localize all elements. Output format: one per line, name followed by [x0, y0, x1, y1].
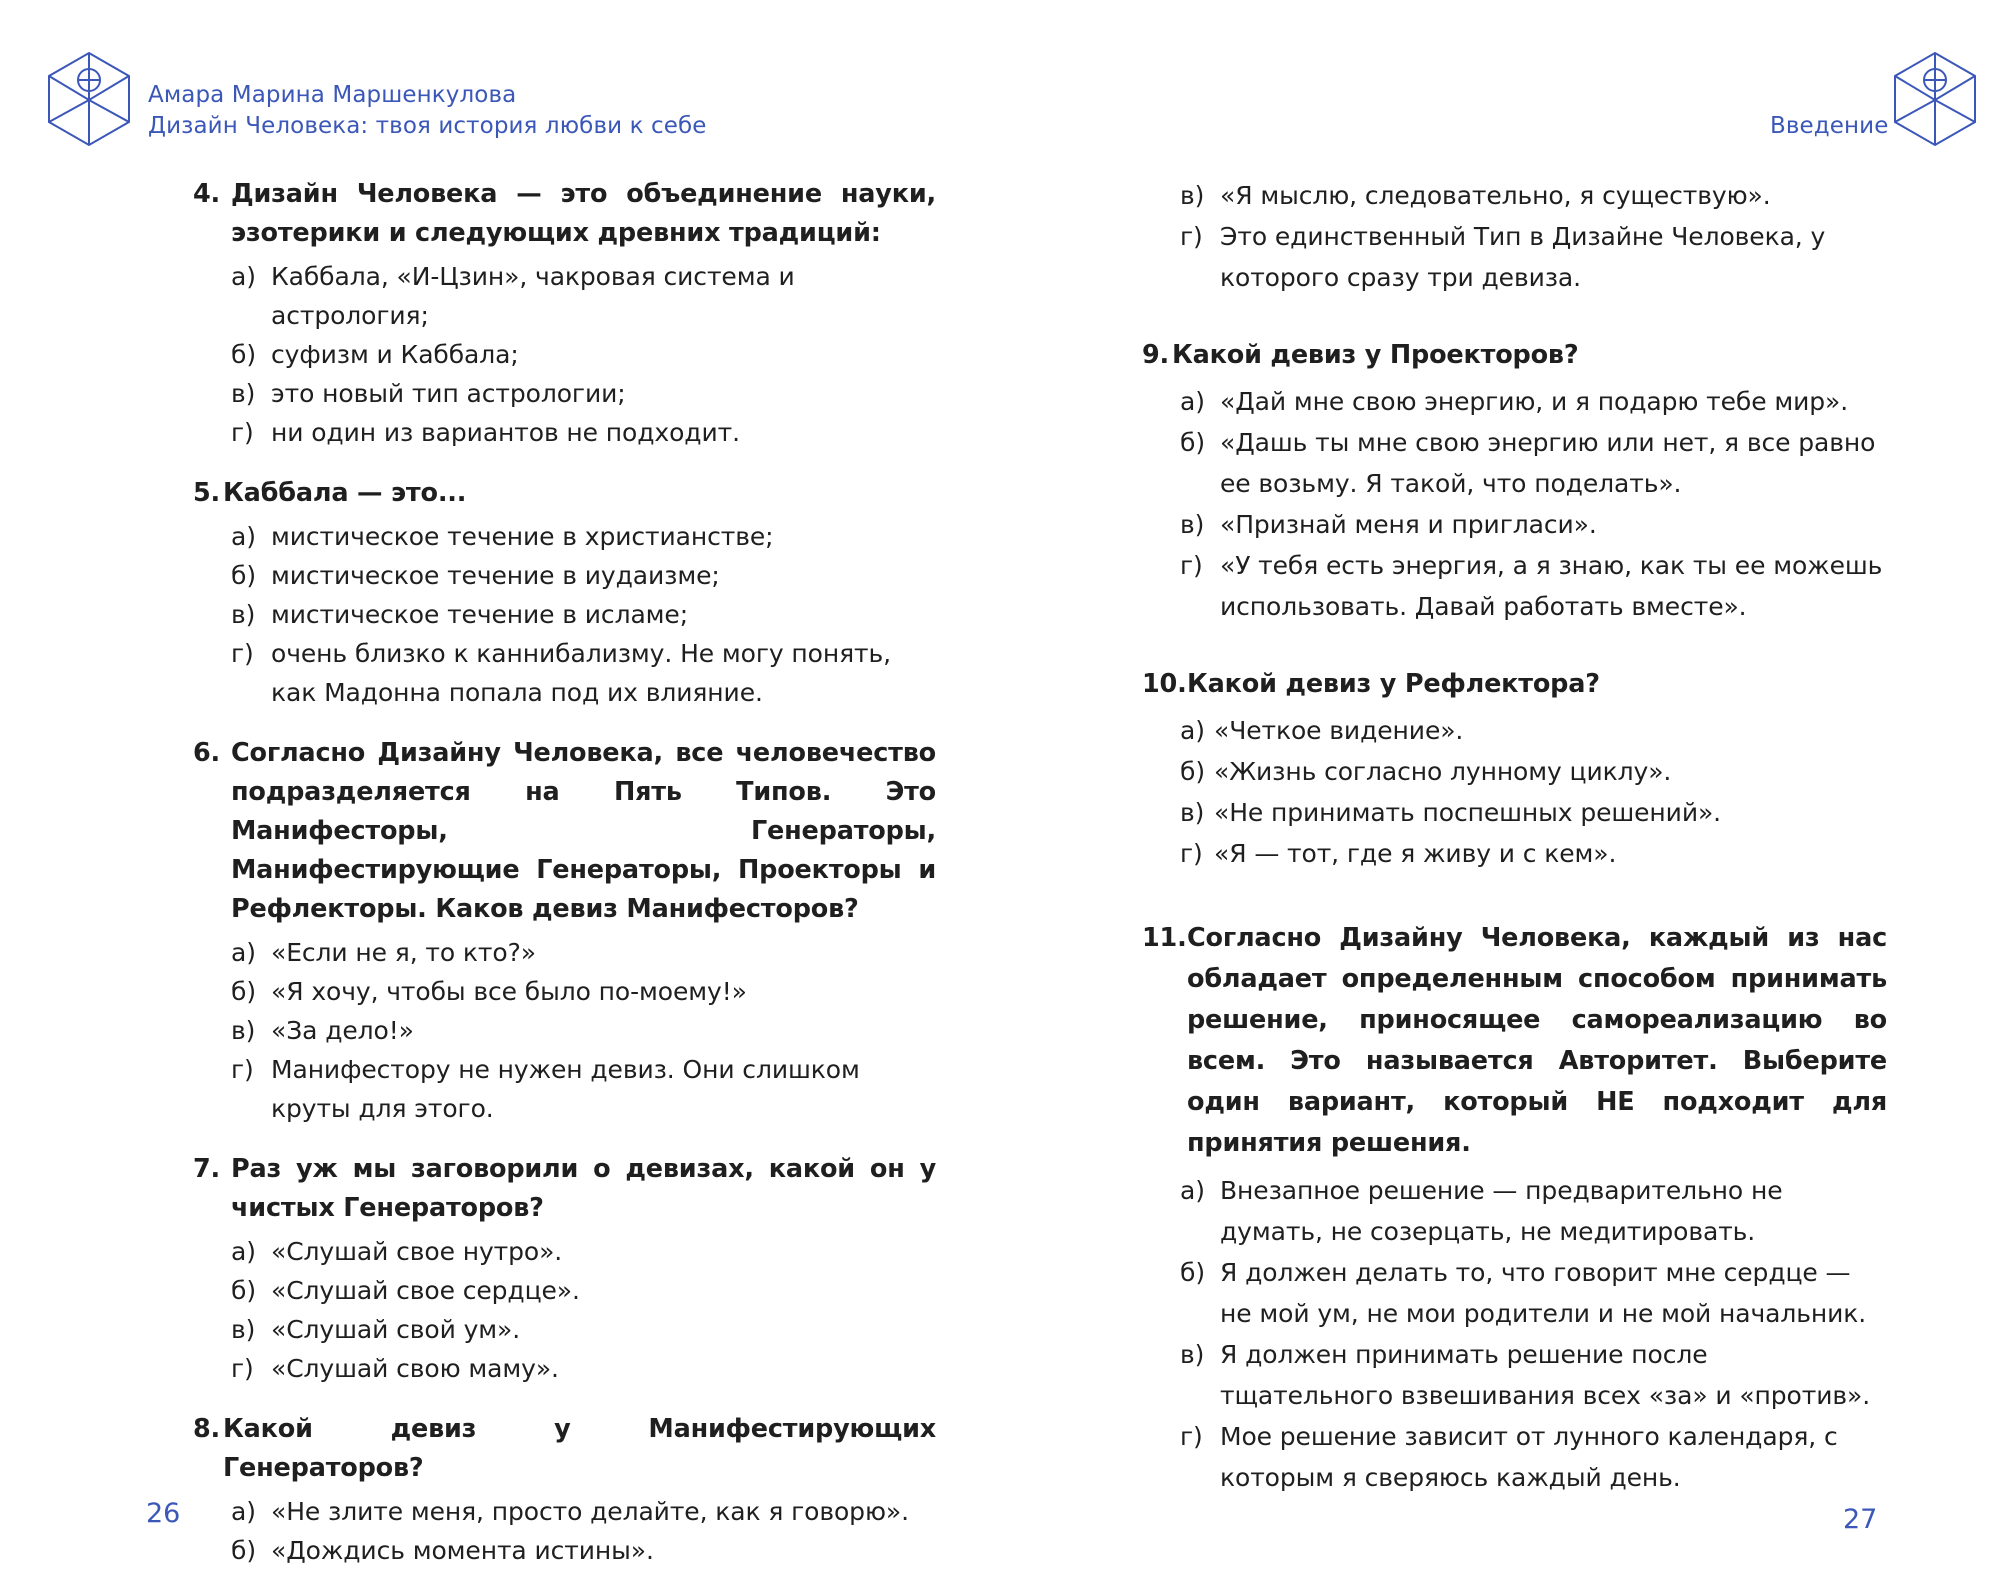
- answer-label: а): [231, 1237, 256, 1266]
- answer-item: [1180, 381, 1887, 422]
- answer-item: [231, 257, 936, 335]
- question-number: 4.: [193, 179, 221, 209]
- question-text: Какой девиз у Манифестирующих Генераторов?: [223, 1414, 936, 1483]
- answer-label: в): [1180, 181, 1205, 210]
- answer-label: б): [231, 1276, 256, 1305]
- question-number: 11.: [1142, 923, 1187, 953]
- question-number: 5.: [193, 478, 221, 508]
- answer-text: Это единственный Тип в Дизайне Человека, у которого сразу три девиза.: [1220, 222, 1826, 292]
- question-5: [193, 474, 936, 513]
- question-10: [1142, 665, 1887, 704]
- answer-label: а): [231, 262, 256, 291]
- answer-label: в): [231, 1016, 256, 1045]
- question-text: Дизайн Человека — это объединение науки, эзотерики и следующих древних традиций:: [231, 179, 936, 248]
- question-text: Согласно Дизайну Человека, все человечество подразделяется на Пять Типов. Это Манифесторы, Генераторы, Манифестирующие Генераторы, Проекторы и Рефлекторы. Каков девиз Манифесторов?: [231, 738, 936, 924]
- answer-text: «Я хочу, чтобы все было по-моему!»: [271, 977, 747, 1006]
- answer-list: [231, 1232, 936, 1388]
- answer-label: б): [1180, 1258, 1205, 1287]
- answer-item: [231, 1531, 936, 1570]
- header-author: Амара Марина Маршенкулова: [148, 82, 517, 108]
- page-number: 26: [146, 1498, 181, 1529]
- question-11: [1142, 918, 1887, 1164]
- question-number: 10.: [1142, 669, 1187, 699]
- answer-item: [231, 413, 936, 452]
- answer-text: Внезапное решение — предварительно не думать, не созерцать, не медитировать.: [1220, 1176, 1783, 1246]
- question-number: 8.: [193, 1414, 221, 1444]
- answer-item: [231, 335, 936, 374]
- answer-item: [231, 1492, 936, 1531]
- answer-label: г): [1180, 222, 1203, 251]
- answer-list: [1180, 381, 1887, 627]
- answer-text: суфизм и Каббала;: [271, 340, 519, 369]
- left-column: [193, 175, 936, 1570]
- answer-item: [231, 556, 936, 595]
- answer-list: [1180, 710, 1887, 874]
- answer-label: б): [231, 561, 256, 590]
- answer-item: [231, 634, 936, 712]
- answer-list: [231, 933, 936, 1128]
- answer-text: «Признай меня и пригласи».: [1220, 510, 1597, 539]
- answer-item: [231, 374, 936, 413]
- question-6: [193, 734, 936, 929]
- answer-label: г): [1180, 551, 1203, 580]
- answer-label: а): [1180, 1176, 1205, 1205]
- answer-item: [1180, 751, 1887, 792]
- answer-item: [231, 595, 936, 634]
- answer-label: б): [231, 1536, 256, 1565]
- answer-label: в): [1180, 510, 1205, 539]
- answer-item: [1180, 545, 1887, 627]
- answer-label: а): [1180, 716, 1205, 745]
- answer-label: в): [231, 379, 256, 408]
- answer-label: г): [231, 1055, 254, 1084]
- question-text: Какой девиз у Проекторов?: [1172, 340, 1579, 370]
- header-section: Введение: [1770, 113, 1889, 139]
- answer-text: «Слушай свою маму».: [271, 1354, 559, 1383]
- answer-text: мистическое течение в христианстве;: [271, 522, 774, 551]
- answer-label: б): [1180, 757, 1205, 786]
- answer-text: «Если не я, то кто?»: [271, 938, 536, 967]
- answer-item: [231, 1310, 936, 1349]
- right-column: [1142, 175, 1887, 1498]
- answer-item: [1180, 1334, 1887, 1416]
- answer-text: «Я мыслю, следовательно, я существую».: [1220, 181, 1771, 210]
- answer-item: [1180, 833, 1887, 874]
- answer-text: Мое решение зависит от лунного календаря, с которым я сверяюсь каждый день.: [1220, 1422, 1838, 1492]
- answer-item: [1180, 1170, 1887, 1252]
- answer-list: [231, 1492, 936, 1570]
- answer-item: [231, 1232, 936, 1271]
- answer-label: а): [231, 1497, 256, 1526]
- answer-item: [231, 517, 936, 556]
- question-text: Каббала — это...: [223, 478, 467, 508]
- answer-item: [1180, 1252, 1887, 1334]
- answer-text: ни один из вариантов не подходит.: [271, 418, 740, 447]
- answer-item: [231, 1011, 936, 1050]
- answer-label: г): [231, 1354, 254, 1383]
- answer-text: «Дождись момента истины».: [271, 1536, 654, 1565]
- answer-text: «Слушай свой ум».: [271, 1315, 521, 1344]
- answer-item: [231, 972, 936, 1011]
- question-text: Раз уж мы заговорили о девизах, какой он у чистых Генераторов?: [231, 1154, 936, 1223]
- answer-item: [1180, 175, 1887, 216]
- answer-label: г): [231, 418, 254, 447]
- question-8: [193, 1410, 936, 1488]
- page-number: 27: [1843, 1504, 1878, 1535]
- question-number: 9.: [1142, 340, 1170, 370]
- answer-text: «Слушай свое сердце».: [271, 1276, 580, 1305]
- question-number: 6.: [193, 738, 221, 768]
- answer-text: «Не принимать поспешных решений».: [1214, 798, 1722, 827]
- answer-item: [1180, 504, 1887, 545]
- answer-label: б): [231, 340, 256, 369]
- answer-list: [1180, 1170, 1887, 1498]
- answer-text: это новый тип астрологии;: [271, 379, 626, 408]
- answer-list: [231, 517, 936, 712]
- answer-item: [231, 933, 936, 972]
- answer-item: [231, 1050, 936, 1128]
- answer-text: «Я — тот, где я живу и с кем».: [1214, 839, 1617, 868]
- right-page: [1000, 0, 2000, 1596]
- answer-text: «Не злите меня, просто делайте, как я говорю».: [271, 1497, 909, 1526]
- answer-label: б): [1180, 428, 1205, 457]
- answer-label: в): [1180, 798, 1205, 827]
- question-text: Какой девиз у Рефлектора?: [1187, 669, 1600, 699]
- answer-text: Манифестору не нужен девиз. Они слишком круты для этого.: [271, 1055, 860, 1123]
- answer-list: [231, 257, 936, 452]
- answer-text: мистическое течение в исламе;: [271, 600, 689, 629]
- answer-item: [1180, 792, 1887, 833]
- answer-text: мистическое течение в иудаизме;: [271, 561, 720, 590]
- question-4: [193, 175, 936, 253]
- answer-label: г): [231, 639, 254, 668]
- answer-text: «Дай мне свою энергию, и я подарю тебе мир».: [1220, 387, 1849, 416]
- answer-text: «Слушай свое нутро».: [271, 1237, 563, 1266]
- answer-label: г): [1180, 839, 1203, 868]
- answer-label: а): [1180, 387, 1205, 416]
- answer-item: [1180, 422, 1887, 504]
- answer-label: в): [231, 600, 256, 629]
- answer-label: г): [1180, 1422, 1203, 1451]
- answer-label: а): [231, 938, 256, 967]
- question-text: Согласно Дизайну Человека, каждый из нас обладает определенным способом принимать решение, приносящее самореализацию во всем. Это называется Авторитет. Выберите один вариант, который НЕ подходит для принятия решения.: [1187, 923, 1887, 1158]
- answer-text: Я должен делать то, что говорит мне сердце — не мой ум, не мои родители и не мой начальник.: [1220, 1258, 1867, 1328]
- answer-text: Я должен принимать решение после тщательного взвешивания всех «за» и «против».: [1220, 1340, 1871, 1410]
- answer-item: [1180, 710, 1887, 751]
- answer-label: б): [231, 977, 256, 1006]
- header-book-title: Дизайн Человека: твоя история любви к себе: [148, 113, 707, 139]
- answer-label: в): [231, 1315, 256, 1344]
- answer-item: [231, 1271, 936, 1310]
- question-number: 7.: [193, 1154, 221, 1184]
- answer-text: очень близко к каннибализму. Не могу понять, как Мадонна попала под их влияние.: [271, 639, 891, 707]
- answer-item: [1180, 1416, 1887, 1498]
- answer-label: а): [231, 522, 256, 551]
- bodygraph-logo-icon: [42, 50, 136, 148]
- answer-text: «Жизнь согласно лунному циклу».: [1214, 757, 1672, 786]
- answer-text: «Дашь ты мне свою энергию или нет, я все равно ее возьму. Я такой, что поделать».: [1220, 428, 1876, 498]
- bodygraph-logo-icon: [1888, 50, 1982, 148]
- answer-list-continued: [1180, 175, 1887, 298]
- answer-item: [1180, 216, 1887, 298]
- question-9: [1142, 336, 1887, 375]
- answer-text: «У тебя есть энергия, а я знаю, как ты ее можешь использовать. Давай работать вместе».: [1220, 551, 1883, 621]
- answer-text: Каббала, «И-Цзин», чакровая система и астрология;: [271, 262, 795, 330]
- question-7: [193, 1150, 936, 1228]
- answer-label: в): [1180, 1340, 1205, 1369]
- answer-text: «За дело!»: [271, 1016, 414, 1045]
- answer-item: [231, 1349, 936, 1388]
- answer-text: «Четкое видение».: [1214, 716, 1464, 745]
